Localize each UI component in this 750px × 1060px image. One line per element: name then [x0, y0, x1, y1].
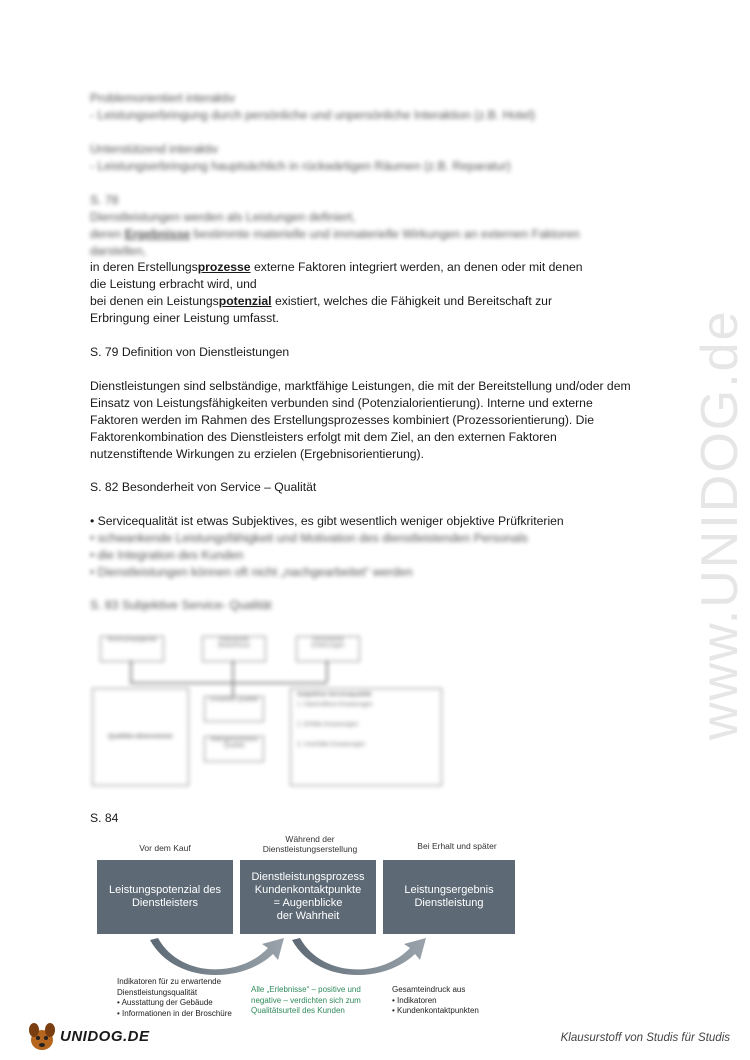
text-part: existiert, welches die Fähigkeit und Bereitschaft zur — [271, 294, 553, 308]
note-line: negative – verdichten sich zum — [251, 995, 361, 1005]
section-s79-heading: S. 79 Definition von Dienstleistungen — [90, 345, 290, 359]
note-line: • Indikatoren — [392, 995, 437, 1005]
box-line: der Wahrheit — [276, 910, 340, 922]
connector-line — [130, 660, 132, 682]
diagram-box: Mund-propaganda — [100, 636, 164, 662]
connector-line — [326, 660, 328, 682]
section-s83-heading: S. 83 Subjektive Service- Qualität — [90, 598, 272, 612]
diagram-item: 1. Übertroffene Erwartungen — [297, 702, 373, 708]
note-line: Indikatoren für zu erwartende — [117, 977, 222, 986]
note-line: Alle „Erlebnisse“ – positive und — [251, 985, 361, 994]
phase-box-result — [383, 860, 515, 934]
text-line: Problemorientiert interaktiv — [90, 91, 235, 105]
connector-line — [232, 660, 234, 696]
section-s82-blurred-bullets — [90, 530, 670, 581]
dog-logo-icon — [24, 1018, 60, 1054]
text-line — [90, 226, 670, 243]
phase-box-process — [240, 860, 376, 934]
diagram-box-subjective-quality — [290, 688, 442, 786]
text-line: Dienstleistungen sind selbständige, marktfähige Leistungen, die mit der Bereitstellung und/oder dem — [90, 379, 631, 393]
text-line — [90, 293, 670, 310]
note-line: • Kundenkontaktpunkten — [392, 1006, 479, 1015]
underlined-word: potenzial — [218, 294, 272, 308]
section-s82-heading: S. 82 Besonderheit von Service – Qualität — [90, 480, 317, 494]
box-line: Dienstleisters — [131, 897, 198, 909]
diagram-box: Wahrgenommene Qualität — [204, 736, 264, 762]
watermark: www.UNIDOG.de — [691, 309, 749, 740]
phase-label-before: Vor dem Kauf — [139, 843, 191, 853]
diagram-box: Individuelle Bedürfnisse — [202, 636, 266, 662]
label-line: Dienstleistungserstellung — [262, 844, 358, 854]
text-line: • Dienstleistungen können oft nicht „nachgearbeitet“ werden — [90, 565, 413, 579]
diagram-box: Erwartete Qualität — [204, 696, 264, 722]
text-line: Faktorenkombination des Dienstleisters erfolgt mit dem Ziel, an den externen Faktoren — [90, 430, 557, 444]
text-part: deren — [90, 227, 125, 241]
diagram-box: Persönliche Erfahrungen — [296, 636, 360, 662]
text-line: • die Integration des Kunden — [90, 548, 244, 562]
text-line: - Leistungserbringung hauptsächlich in rückwärtigen Räumen (z.B. Reparatur) — [90, 159, 511, 173]
text-line: Faktoren werden im Rahmen des Erstellungsprozesses kombiniert (Prozessorientierung). Die — [90, 413, 594, 427]
note-line: Dienstleistungsqualität — [117, 987, 198, 997]
note-after — [392, 985, 522, 1017]
text-line: darstellen, — [90, 244, 147, 258]
underlined-word: prozesse — [197, 260, 251, 274]
text-line — [90, 259, 670, 276]
text-part: bestimmte materielle und immaterielle Wirkungen an externen Faktoren — [190, 227, 580, 241]
diagram-box: Qualitäts-dimensionen — [92, 688, 189, 786]
diagram-title: Subjektive Servicequalität — [297, 692, 372, 698]
logo-text: UNIDOG.DE — [60, 1028, 150, 1045]
definition-block — [90, 259, 670, 327]
curved-arrow-icon — [292, 938, 426, 975]
box-line: Dienstleistung — [414, 897, 484, 909]
section-s82-bullet-1: • Servicequalität ist etwas Subjektives, es gibt wesentlich weniger objektive Prüfkriterien — [90, 514, 564, 528]
text-part: in deren Erstellungs — [90, 260, 198, 274]
diagram-item: 3. Unerfüllte Erwartungen — [297, 742, 366, 748]
text-part: bei denen ein Leistungs — [90, 294, 219, 308]
text-line: Dienstleistungen werden als Leistungen definiert, — [90, 210, 356, 224]
connector-line — [130, 682, 327, 684]
text-part: externe Faktoren integriert werden, an denen oder mit denen — [250, 260, 583, 274]
box-line: Kundenkontaktpunkte — [254, 884, 362, 896]
label-line: Während der — [285, 834, 335, 844]
text-line: Unterstützend interaktiv — [90, 142, 219, 156]
text-line: S. 78 — [90, 193, 119, 207]
section-s79-paragraph — [90, 378, 670, 463]
note-line: Qualitätsurteil des Kunden — [251, 1006, 345, 1015]
box-line: Leistungsergebnis — [404, 884, 494, 896]
note-line: • Ausstattung der Gebäude — [117, 998, 213, 1007]
underlined-word: Ergebnisse — [124, 227, 191, 241]
text-line: nutzenstiftende Wirkungen zu erzielen (Ergebnisorientierung). — [90, 447, 424, 461]
subjective-quality-diagram — [90, 630, 450, 790]
diagram-item: 2. Erfüllte Erwartungen — [297, 722, 359, 728]
phase-label-during — [245, 834, 375, 854]
text-line: • schwankende Leistungsfähigkeit und Motivation des dienstleistenden Personals — [90, 531, 528, 545]
text-line: die Leistung erbracht wird, und — [90, 277, 257, 291]
box-line: Dienstleistungsprozess — [251, 871, 365, 883]
note-before — [117, 977, 257, 1019]
note-line: Gesamteindruck aus — [392, 985, 466, 994]
box-line: = Augenblicke — [273, 897, 343, 909]
blurred-section-top — [90, 90, 670, 260]
note-during — [251, 985, 381, 1017]
phase-label-after: Bei Erhalt und später — [417, 841, 497, 851]
text-line: Einsatz von Leistungsfähigkeiten verbunden sind (Potenzialorientierung). Interne und externe — [90, 396, 593, 410]
text-line: - Leistungserbringung durch persönliche und unpersönliche Interaktion (z.B. Hotel) — [90, 108, 536, 122]
section-s84-heading: S. 84 — [90, 811, 119, 825]
text-line: Erbringung einer Leistung umfasst. — [90, 311, 280, 325]
curved-arrow-icon — [150, 938, 284, 975]
phase-box-potential — [97, 860, 233, 934]
footer-tagline: Klausurstoff von Studis für Studis — [560, 1032, 730, 1044]
note-line: • Informationen in der Broschüre — [117, 1008, 232, 1018]
box-line: Leistungspotenzial des — [109, 884, 221, 896]
